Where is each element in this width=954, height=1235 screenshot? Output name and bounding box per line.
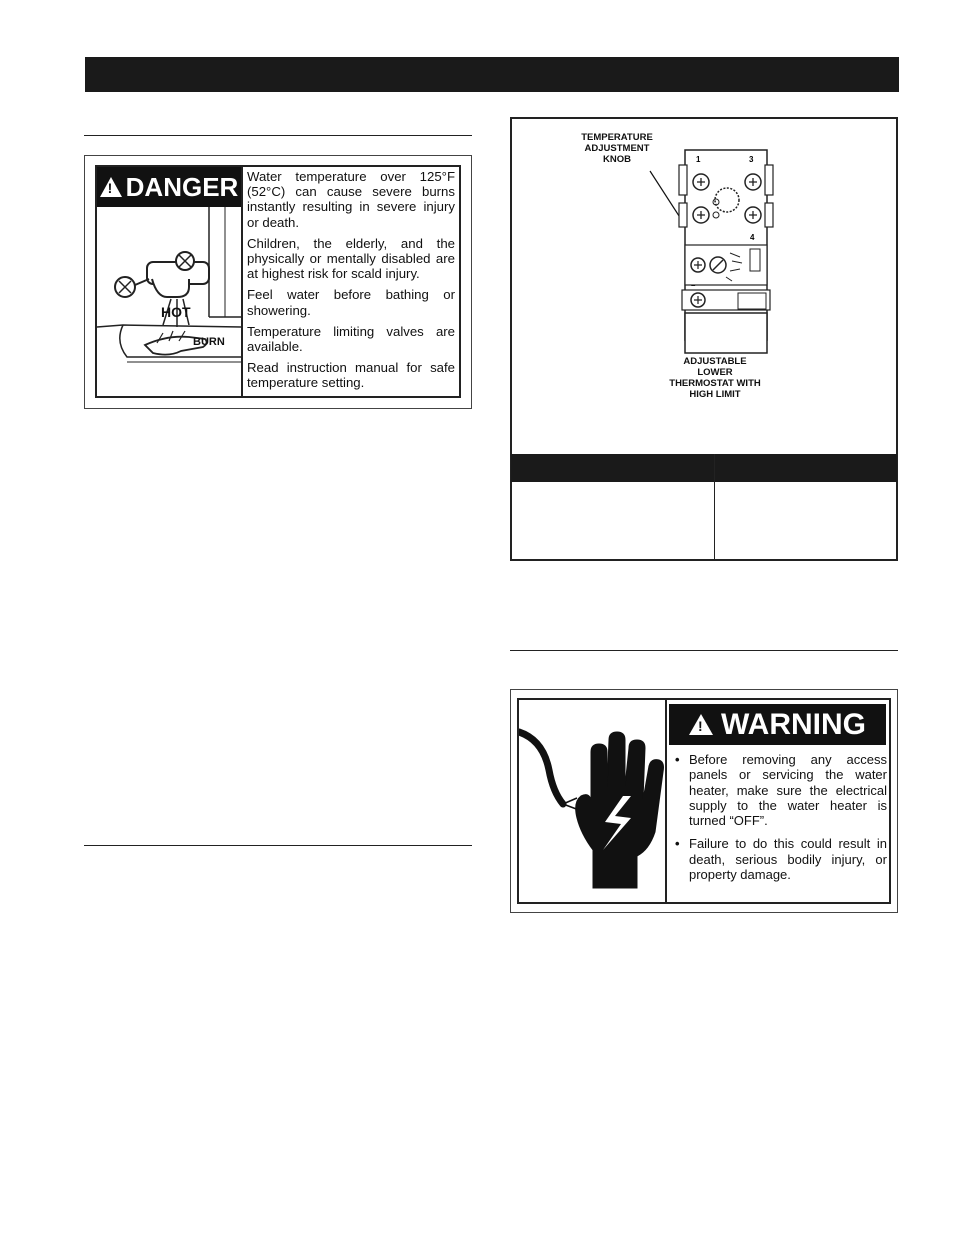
danger-signal-word: DANGER: [125, 171, 239, 202]
thermostat-drawing: [600, 145, 800, 355]
danger-paragraph: Children, the elderly, and the physically or mentally disabled are at highest risk for scald injury.: [247, 235, 455, 282]
warning-label: [510, 689, 898, 913]
danger-paragraph: Water temperature over 125°F (52°C) can cause severe burns instantly resulting in severe injury or death.: [247, 169, 455, 230]
thermostat-callout-label: ADJUSTABLE LOWER THERMOSTAT WITH HIGH LIMIT: [669, 356, 761, 400]
section-rule-left-bottom: [84, 845, 472, 846]
faucet-hand-icon: [97, 167, 241, 396]
figure-table-body: [511, 482, 897, 560]
warning-header: [669, 704, 886, 745]
terminal-3-label: 3: [749, 155, 754, 164]
warning-bullet-item: [675, 752, 887, 828]
bullet: •: [675, 836, 680, 852]
danger-label-frame: [95, 165, 461, 398]
warning-signal-word: WARNING: [721, 707, 866, 741]
shock-hazard-illustration: [519, 700, 667, 902]
figure-table-divider: [714, 454, 715, 560]
warning-item-text: Before removing any access panels or servicing the water heater, make sure the electrical supply to the water heater is turned “OFF”.: [689, 752, 887, 829]
warning-message: [675, 752, 887, 890]
terminal-4-label: 4: [750, 233, 755, 242]
figure-table-header: [511, 454, 897, 482]
bullet: •: [675, 752, 680, 767]
danger-paragraph: Feel water before bathing or showering.: [247, 287, 455, 318]
electric-shock-hand-icon: [519, 700, 665, 902]
art-burn-text: BURN: [193, 336, 225, 348]
section-rule-right: [510, 650, 898, 651]
danger-paragraph: Temperature limiting valves are available.: [247, 323, 455, 355]
danger-paragraph: Read instruction manual for safe temperature setting.: [247, 360, 455, 391]
art-hot-text: HOT: [161, 304, 191, 320]
knob-callout-label: TEMPERATURE ADJUSTMENT KNOB: [581, 132, 653, 165]
danger-label: [84, 155, 472, 409]
warning-item-text: Failure to do this could result in death, serious bodily injury, or property damage.: [689, 836, 887, 883]
alert-triangle-icon: !: [100, 177, 122, 197]
danger-message: [247, 169, 455, 397]
terminal-1-label: 1: [696, 155, 701, 164]
alert-triangle-icon: !: [689, 714, 713, 735]
header-bar: [85, 57, 899, 92]
warning-bullet-item: [675, 836, 887, 882]
scald-illustration: [97, 167, 243, 396]
warning-label-frame: [517, 698, 891, 904]
section-rule-left-top: [84, 135, 472, 136]
